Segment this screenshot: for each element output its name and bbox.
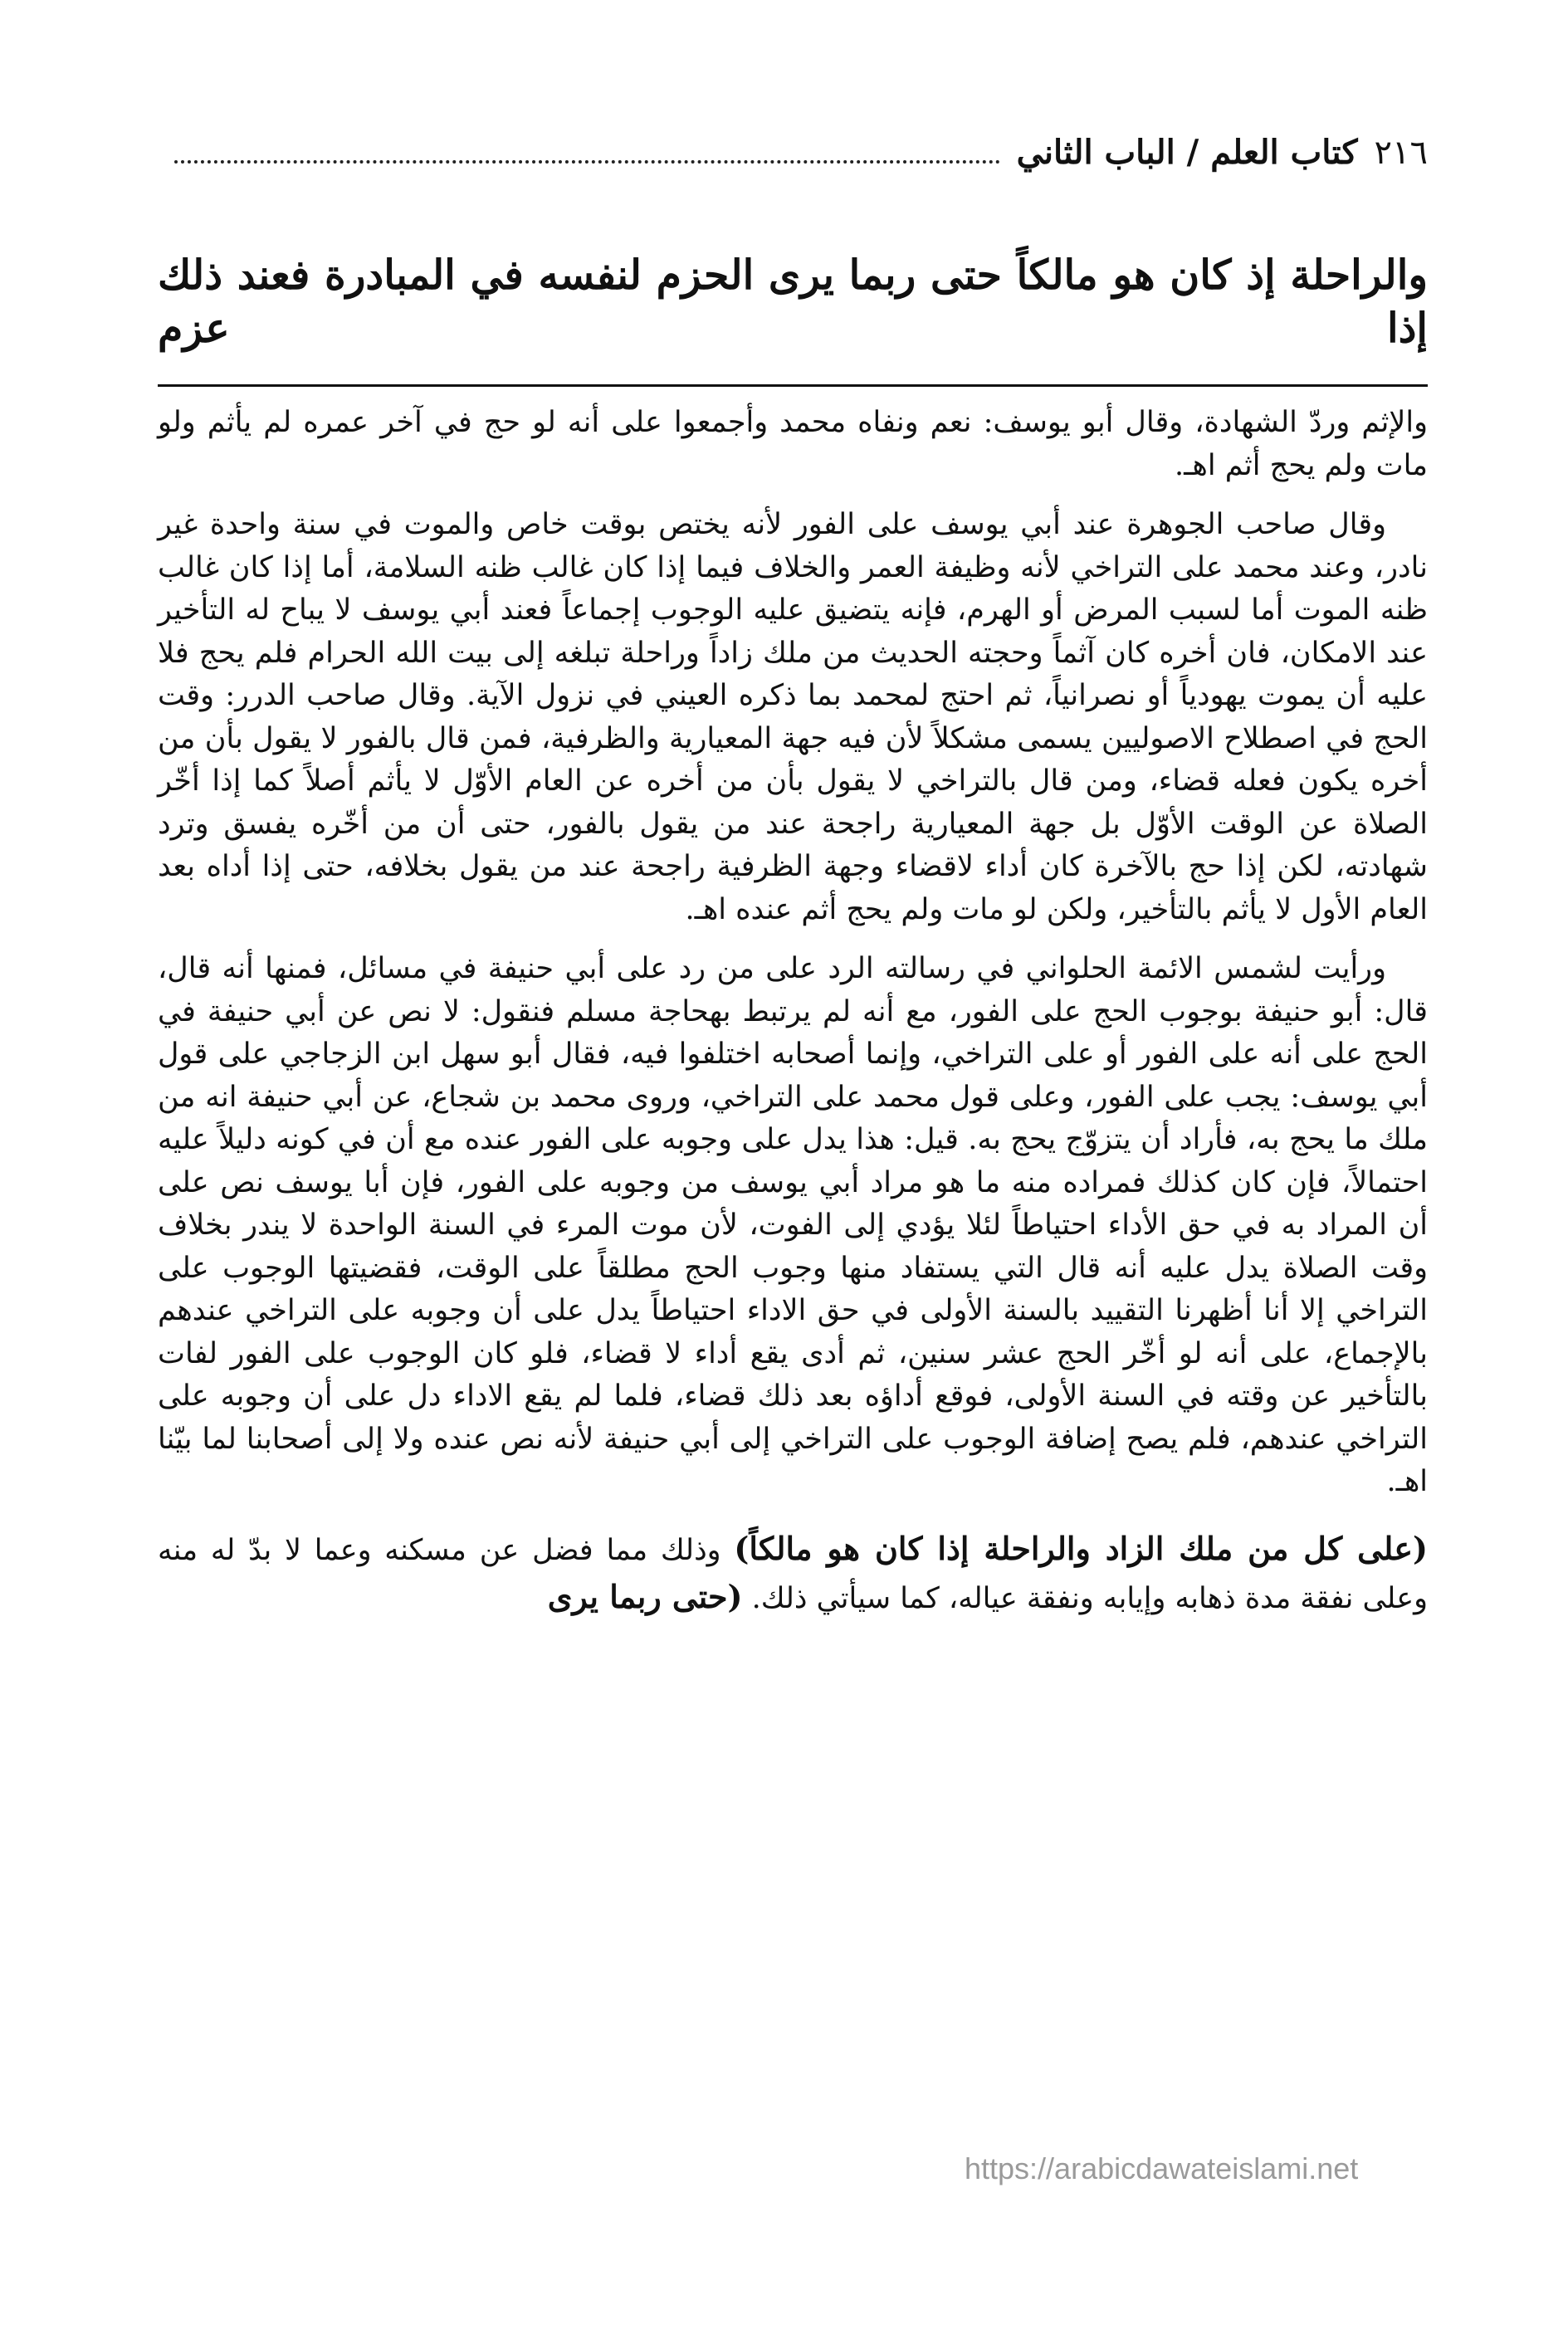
running-title: كتاب العلم / الباب الثاني — [1016, 133, 1358, 172]
page-header — [158, 133, 1428, 183]
commentary-paragraph: والإثم وردّ الشهادة، وقال أبو يوسف: نعم ونفاه محمد وأجمعوا على أنه لو حج في آخر عمره لم يأثم ولو مات ولم يحج أثم اهـ. — [158, 406, 1428, 482]
page-number: ٢١٦ — [1374, 134, 1428, 172]
commentary-paragraph: ورأيت لشمس الائمة الحلواني في رسالته الرد على من رد على أبي حنيفة في مسائل، فمنها أنه قال، قال: أبو حنيفة بوجوب الحج على الفور، مع أنه لم يرتبط بهحاجة مسلم فنقول: لا نص عن أبي حنيفة في الحج على أنه على الفور أو على التراخي، وإنما أصحابه اختلفوا فيه، فقال أبو سهل ابن الزجاجي على قول أبي يوسف: يجب على الفور، وعلى قول محمد على التراخي، وروى محمد بن شجاع، عن أبي حنيفة انه من ملك ما يحج به، فأراد أن يتزوّج يحج به. قيل: هذا يدل على وجوبه على الفور عنده مع أن في كونه دليلاً عليه احتمالاً، فإن كان كذلك فمراده منه ما هو مراد أبي يوسف من وجوبه على الفور، فإن أبا يوسف نص على أن المراد به في حق الأداء احتياطاً لئلا يؤدي إلى الفوت، لأن موت المرء في السنة الواحدة لا يندر بخلاف وقت الصلاة يدل عليه أنه قال التي يستفاد منها وجوب الحج مطلقاً على الوقت، فقضيتها الوجوب على التراخي إلا أنا أظهرنا التقييد بالسنة الأولى في حق الاداء احتياطاً يدل على أن وجوبه على التراخي عندهم بالإجماع، على أنه لو أخّر الحج عشر سنين، ثم أدى يقع أداء لا قضاء، فلو كان الوجوب على الفور لفات بالتأخير عن وقته في السنة الأولى، فوقع أداؤه بعد ذلك قضاء، فلما لم يقع الاداء دل على أن وجوبه على التراخي عندهم، فلم يصح إضافة الوجوب على التراخي إلى أبي حنيفة لأنه نص عنده ولا إلى أصحابنا لما بيّنا اهـ. — [158, 952, 1428, 1499]
watermark-url: https://arabicdawateislami.net — [965, 2151, 1359, 2185]
matn-quote: (حتى ربما يرى — [547, 1577, 743, 1615]
commentary-section — [158, 402, 1428, 1504]
footnote-divider — [158, 384, 1428, 387]
sharh-paragraph — [158, 1526, 1428, 1622]
matn-quote: (على كل من ملك الزاد والراحلة إذا كان هو مالكاً) — [734, 1529, 1428, 1567]
sharh-text: وذلك مما فضل عن مسكنه وعما لا بدّ له منه وعلى نفقة مدة ذهابه وإيابه ونفقة عياله، كما سيأتي ذلك. — [158, 1533, 1428, 1615]
header-dot-leader — [174, 135, 1000, 164]
matn-text: والراحلة إذ كان هو مالكاً حتى ربما يرى الحزم لنفسه في المبادرة فعند ذلك إذا عزم — [158, 251, 1428, 352]
page-content — [158, 133, 1428, 1622]
commentary-paragraph: وقال صاحب الجوهرة عند أبي يوسف على الفور لأنه يختص بوقت خاص والموت في سنة واحدة غير نادر، وعند محمد على التراخي لأنه وظيفة العمر والخلاف فيما إذا كان غالب ظنه السلامة، أما إذا كان غالب ظنه الموت أما لسبب المرض أو الهرم، فإنه يتضيق عليه الوجوب إجماعاً فعند أبي يوسف لا يباح له التأخير عند الامكان، فان أخره كان آثماً وحجته الحديث من ملك زاداً وراحلة تبلغه إلى بيت الله الحرام فلم يحج فلا عليه أن يموت يهودياً أو نصرانياً، ثم احتج لمحمد بما ذكره العيني في نزول الآية. وقال صاحب الدرر: وقت الحج في اصطلاح الاصوليين يسمى مشكلاً لأن فيه جهة المعيارية والظرفية، فمن قال بالفور لا يقول بأن من أخره يكون فعله قضاء، ومن قال بالتراخي لا يقول بأن من أخره عن العام الأوّل لا يأثم أصلاً كما إذا أخّر الصلاة عن الوقت الأوّل بل جهة المعيارية راجحة عند من يقول بالفور، حتى أن من أخّره يفسق وترد شهادته، لكن إذا حج بالآخرة كان أداء لاقضاء وجهة الظرفية راجحة عند من يقول بخلافه، حتى إذا أداه بعد العام الأول لا يأثم بالتأخير، ولكن لو مات ولم يحج أثم عنده اهـ. — [158, 508, 1428, 926]
